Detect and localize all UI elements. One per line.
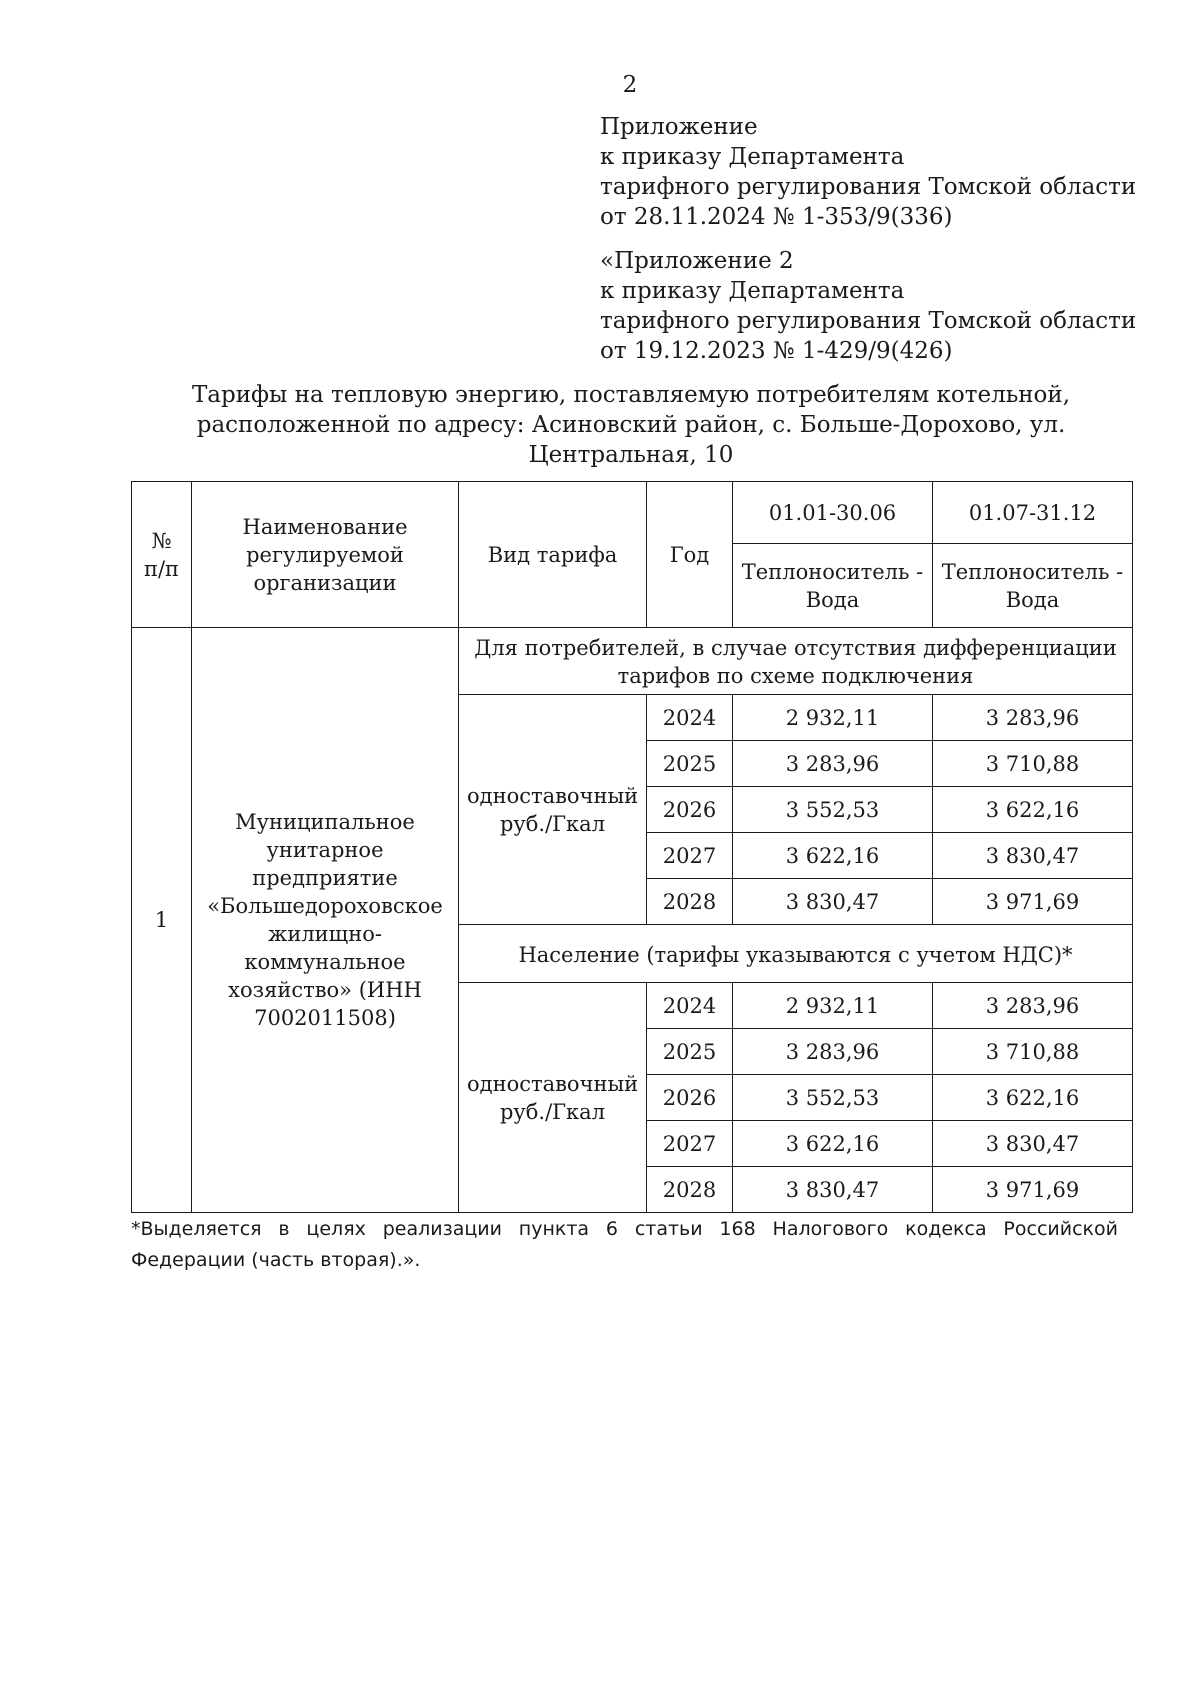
tariff-value-h1: 3 830,47 [733, 1167, 933, 1213]
appendix-line: от 19.12.2023 № 1-429/9(426) [600, 338, 953, 364]
tariff-value-h2: 3 622,16 [933, 1075, 1133, 1121]
tariff-value-h1: 3 283,96 [733, 741, 933, 787]
tariff-value-h2: 3 710,88 [933, 1029, 1133, 1075]
year-cell: 2026 [647, 1075, 733, 1121]
header-period-1: 01.01-30.06 [733, 482, 933, 544]
appendix-line: тарифного регулирования Томской области [600, 308, 1137, 334]
appendix-line: «Приложение 2 [600, 248, 794, 274]
header-tariff-type: Вид тарифа [459, 482, 647, 628]
group-label-consumers: Для потребителей, в случае отсутствия дифференциации тарифов по схеме подключения [459, 628, 1133, 695]
tariff-table [131, 481, 1133, 1213]
tariff-value-h1: 2 932,11 [733, 983, 933, 1029]
header-organization: Наименование регулируемой организации [192, 482, 459, 628]
group-label-population: Население (тарифы указываются с учетом НДС)* [459, 925, 1133, 983]
header-year: Год [647, 482, 733, 628]
tariff-value-h2: 3 971,69 [933, 1167, 1133, 1213]
tariff-value-h1: 3 283,96 [733, 1029, 933, 1075]
header-num: № п/п [132, 482, 192, 628]
year-cell: 2027 [647, 1121, 733, 1167]
tariff-value-h2: 3 710,88 [933, 741, 1133, 787]
year-cell: 2024 [647, 695, 733, 741]
tariff-value-h1: 2 932,11 [733, 695, 933, 741]
appendix-reference [600, 112, 1136, 232]
header-carrier-2: Теплоноситель - Вода [933, 544, 1133, 628]
appendix-line: к приказу Департамента [600, 144, 905, 170]
appendix-line: Приложение [600, 114, 758, 140]
tariff-value-h2: 3 622,16 [933, 787, 1133, 833]
tariff-value-h2: 3 971,69 [933, 879, 1133, 925]
page-number: 2 [622, 72, 638, 98]
organization-name: Муниципальное унитарное предприятие «Большедороховское жилищно-коммунальное хозяйство» (ИНН 7002011508) [192, 628, 459, 1213]
tariff-value-h1: 3 552,53 [733, 787, 933, 833]
year-cell: 2028 [647, 1167, 733, 1213]
footnote: *Выделяется в целях реализации пункта 6 статьи 168 Налогового кодекса Российской Федерации (часть вторая).». [131, 1218, 1118, 1271]
year-cell: 2026 [647, 787, 733, 833]
tariff-value-h1: 3 622,16 [733, 1121, 933, 1167]
header-carrier-1: Теплоноситель - Вода [733, 544, 933, 628]
appendix-line: тарифного регулирования Томской области [600, 174, 1137, 200]
tariff-value-h2: 3 830,47 [933, 1121, 1133, 1167]
tariff-value-h1: 3 552,53 [733, 1075, 933, 1121]
appendix-2-reference [600, 246, 1136, 366]
tariff-type-cell: одноставочный руб./Гкал [459, 983, 647, 1213]
year-cell: 2024 [647, 983, 733, 1029]
document-title: Тарифы на тепловую энергию, поставляемую потребителям котельной, расположенной по адресу: Асиновский район, с. Больше-Дорохово, ул. Центральная, 10 [191, 382, 1071, 468]
header-period-2: 01.07-31.12 [933, 482, 1133, 544]
appendix-line: от 28.11.2024 № 1-353/9(336) [600, 204, 953, 230]
tariff-value-h1: 3 830,47 [733, 879, 933, 925]
year-cell: 2028 [647, 879, 733, 925]
row-number: 1 [132, 628, 192, 1213]
tariff-value-h1: 3 622,16 [733, 833, 933, 879]
tariff-type-cell: одноставочный руб./Гкал [459, 695, 647, 925]
tariff-value-h2: 3 283,96 [933, 983, 1133, 1029]
tariff-value-h2: 3 283,96 [933, 695, 1133, 741]
appendix-line: к приказу Департамента [600, 278, 905, 304]
tariff-value-h2: 3 830,47 [933, 833, 1133, 879]
year-cell: 2025 [647, 741, 733, 787]
year-cell: 2027 [647, 833, 733, 879]
year-cell: 2025 [647, 1029, 733, 1075]
